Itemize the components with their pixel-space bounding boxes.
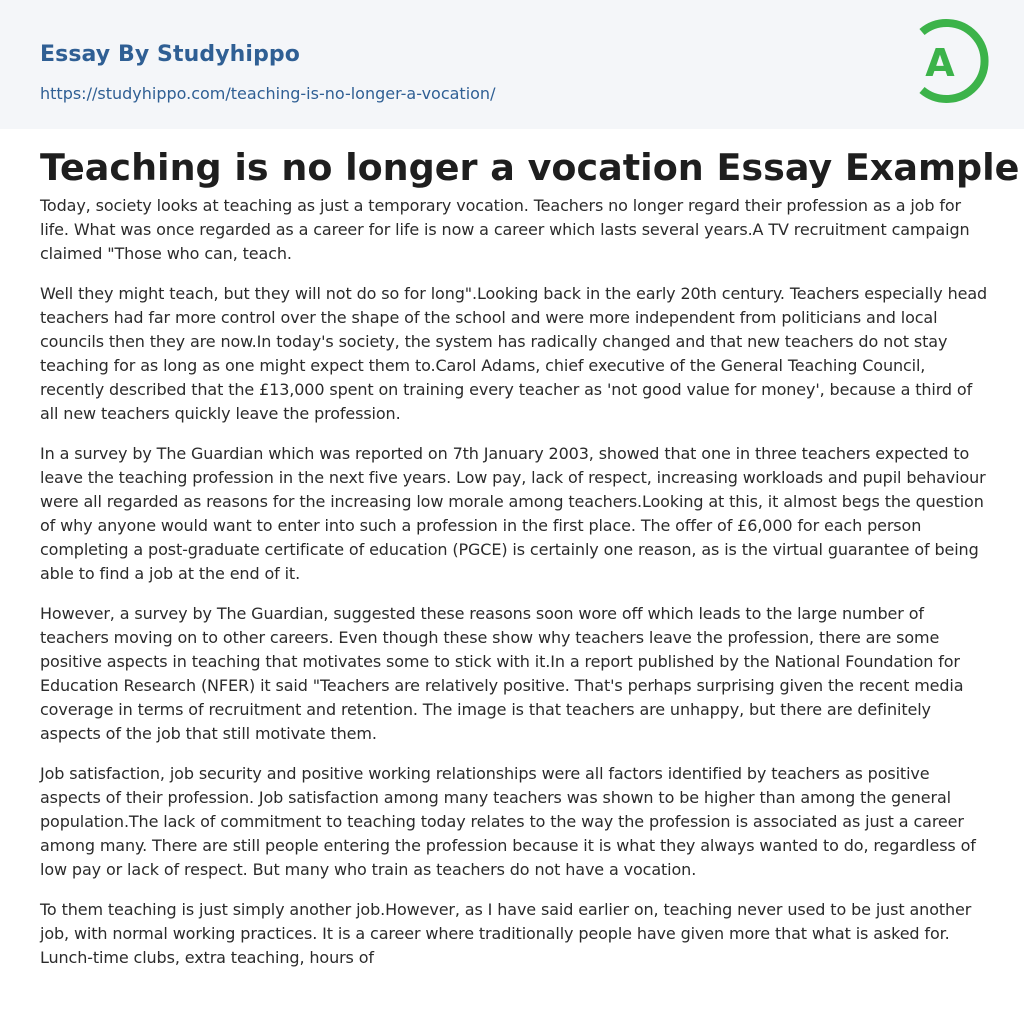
paragraph: However, a survey by The Guardian, suggested these reasons soon wore off which leads to the large number of teachers moving on to other careers. Even though these show why teachers leave the profession, there are some positive aspects in teaching that motivates some to stick with it.In a report published by the National Foundation for Education Research (NFER) it said "Teachers are relatively positive. That's perhaps surprising given the recent media coverage in terms of recruitment and retention. The image is that teachers are unhappy, but there are definitely aspects of the job that still motivate them. [40, 604, 964, 743]
paragraph: To them teaching is just simply another job.However, as I have said earlier on, teaching never used to be just another job, with normal working practices. It is a career where traditionally people have given more that what is asked for. Lunch-time clubs, extra teaching, hours of [40, 900, 972, 967]
page-title: Teaching is no longer a vocation Essay Example [40, 146, 1020, 189]
logo-letter: A [925, 41, 955, 85]
article-body [40, 194, 988, 986]
paragraph: Job satisfaction, job security and positive working relationships were all factors identified by teachers as positive aspects of their profession. Job satisfaction among many teachers was shown to be higher than among the general population.The lack of commitment to teaching today relates to the way the profession is associated as just a career among many. There are still people entering the profession because it is what they always wanted to do, regardless of low pay or lack of respect. But many who train as teachers do not have a vocation. [40, 764, 976, 879]
site-brand[interactable]: Essay By Studyhippo [40, 42, 300, 67]
site-header [0, 0, 1024, 129]
paragraph: In a survey by The Guardian which was reported on 7th January 2003, showed that one in three teachers expected to leave the teaching profession in the next five years. Low pay, lack of respect, increasing workloads and pupil behaviour were all regarded as reasons for the increasing low morale among teachers.Looking at this, it almost begs the question of why anyone would want to enter into such a profession in the first place. The offer of £6,000 for each person completing a post-graduate certificate of education (PGCE) is certainly one reason, as is the virtual guarantee of being able to find a job at the end of it. [40, 444, 986, 583]
studyhippo-logo-icon[interactable] [910, 16, 990, 106]
paragraph: Today, society looks at teaching as just a temporary vocation. Teachers no longer regard their profession as a job for life. What was once regarded as a career for life is now a career which lasts several years.A TV recruitment campaign claimed "Those who can, teach. [40, 196, 970, 263]
article-url-link[interactable]: https://studyhippo.com/teaching-is-no-longer-a-vocation/ [40, 84, 496, 103]
paragraph: Well they might teach, but they will not do so for long".Looking back in the early 20th century. Teachers especially head teachers had far more control over the shape of the school and were more independent from politicians and local councils then they are now.In today's society, the system has radically changed and that new teachers do not stay teaching for as long as one might expect them to.Carol Adams, chief executive of the General Teaching Council, recently described that the £13,000 spent on training every teacher as 'not good value for money', because a third of all new teachers quickly leave the profession. [40, 284, 988, 423]
